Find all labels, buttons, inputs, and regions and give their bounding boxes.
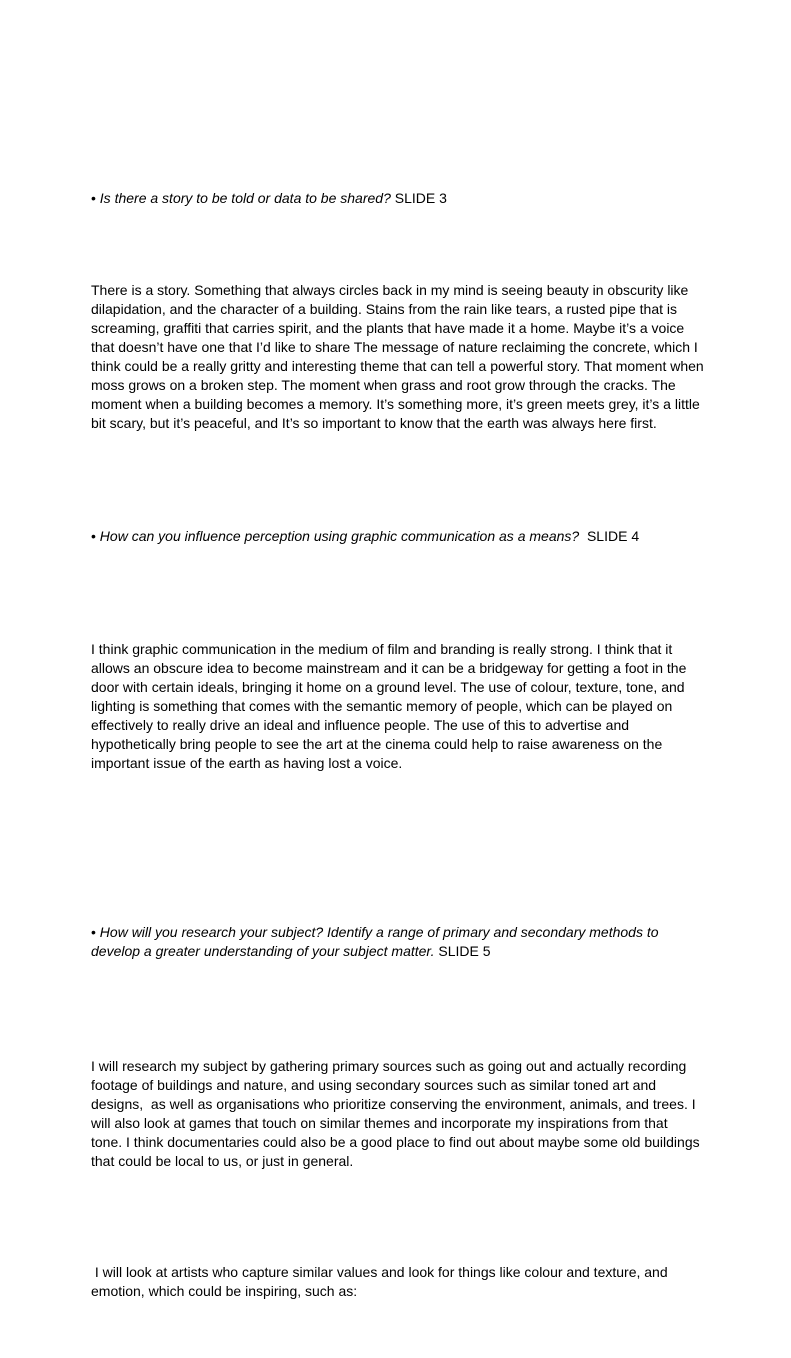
question-text: How will you research your subject? Identify a range of primary and secondary methods to develop a greater understanding of your subject matter.: [91, 924, 663, 959]
answer-paragraph: I will research my subject by gathering primary sources such as going out and actually recording footage of buildings and nature, and using secondary sources such as similar toned art and designs, as well as organisations who prioritize conserving the environment, animals, and trees. I will also look at games that touch on similar themes and incorporate my inspirations from that tone. I think documentaries could also be a good place to find out about maybe some old buildings that could be local to us, or just in general.: [91, 1058, 704, 1169]
answer-paragraph: I think graphic communication in the medium of film and branding is really strong. I think that it allows an obscure idea to become mainstream and it can be a bridgeway for getting a foot in the door with certain ideals, bringing it home on a ground level. The use of colour, texture, tone, and lighting is something that comes with the semantic memory of people, which can be played on effectively to really drive an ideal and influence people. The use of this to advertise and hypothetically bring people to see the art at the cinema could help to raise awareness on the important issue of the earth as having lost a voice.: [91, 641, 691, 771]
question-slide-5: [91, 923, 705, 961]
document-content: [91, 0, 708, 1358]
slide-label: SLIDE 4: [586, 528, 640, 544]
slide-label: SLIDE 5: [438, 943, 491, 959]
question-slide-3: [91, 189, 705, 208]
question-text: Is there a story to be told or data to be shared?: [99, 190, 395, 206]
answer-paragraph: There is a story. Something that always circles back in my mind is seeing beauty in obscurity like dilapidation, and the character of a building. Stains from the rain like tears, a rusted pipe that is screaming, graffiti that carries spirit, and the plants that have made it a home. Maybe it’s a voice that doesn’t have one that I’d like to share The message of nature reclaiming the concrete, which I think could be a really gritty and interesting theme that can tell a powerful story. That moment when moss grows on a broken step. The moment when grass and root grow through the cracks. The moment when a building becomes a memory. It’s something more, it’s green meets grey, it’s a little bit scary, but it’s peaceful, and It’s so important to know that the earth was always here first.: [91, 282, 708, 431]
bullet-marker: •: [91, 190, 100, 206]
slide-label: SLIDE 3: [394, 190, 447, 206]
question-text: How can you influence perception using graphic communication as a means?: [99, 528, 587, 544]
answer-paragraph: I will look at artists who capture similar values and look for things like colour and texture, and emotion, which could be inspiring, such as:: [91, 1264, 672, 1299]
bullet-marker: •: [91, 528, 100, 544]
bullet-marker: •: [91, 924, 100, 940]
question-slide-4: [91, 527, 705, 546]
